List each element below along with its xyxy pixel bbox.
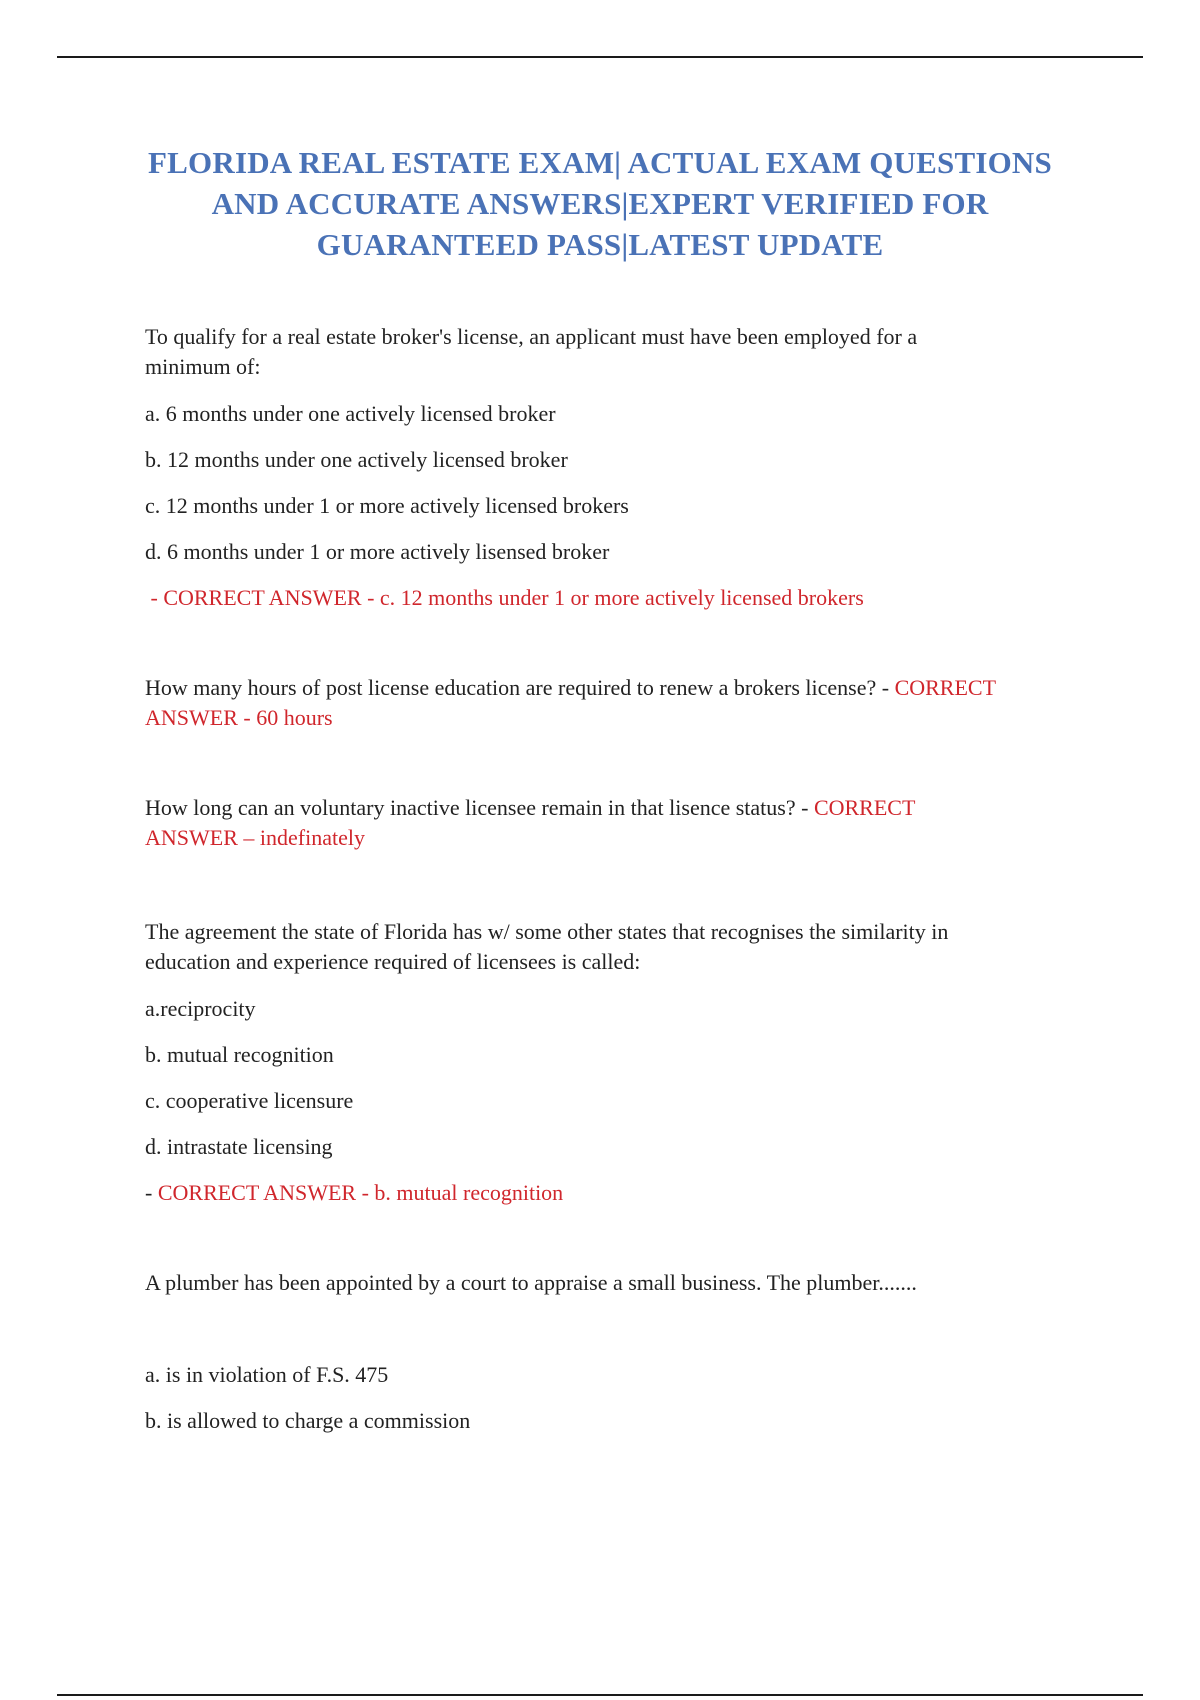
option-a: a. 6 months under one actively licensed broker [145, 401, 556, 426]
title-line-2: AND ACCURATE ANSWERS|EXPERT VERIFIED FOR [211, 186, 989, 221]
correct-answer: ANSWER - 60 hours [145, 705, 333, 730]
correct-answer: ANSWER – indefinately [145, 825, 365, 850]
question-text: The agreement the state of Florida has w/ some other states that recognises the similarity in education and experience required of licensees is called: [145, 919, 949, 974]
title-line-1: FLORIDA REAL ESTATE EXAM| ACTUAL EXAM QUESTIONS [148, 145, 1052, 180]
option-a: a. is in violation of F.S. 475 [145, 1362, 389, 1387]
question-block-2 [145, 673, 1095, 733]
top-rule [57, 56, 1143, 58]
title-line-3: GUARANTEED PASS|LATEST UPDATE [316, 227, 884, 262]
correct-answer: CORRECT ANSWER - b. mutual recognition [157, 1180, 564, 1205]
bottom-rule [57, 1694, 1143, 1696]
correct-answer-line: - CORRECT ANSWER - b. mutual recognition [145, 1180, 564, 1205]
option-b: b. mutual recognition [145, 1042, 334, 1067]
question-block-3 [145, 793, 1095, 853]
option-d: d. 6 months under 1 or more actively lisensed broker [145, 539, 610, 564]
question-text: How many hours of post license education are required to renew a brokers license? - CORRECT ANSWER - 60 hours [145, 675, 997, 730]
correct-answer-part: CORRECT [813, 795, 916, 820]
option-b: b. is allowed to charge a commission [145, 1408, 471, 1433]
question-block-5 [145, 1268, 1095, 1436]
question-text: To qualify for a real estate broker's license, an applicant must have been employed for a minimum of: [145, 324, 918, 379]
document-title [100, 142, 1100, 265]
option-c: c. cooperative licensure [145, 1088, 354, 1113]
option-a: a.reciprocity [145, 996, 256, 1021]
option-d: d. intrastate licensing [145, 1134, 333, 1159]
correct-answer-part: CORRECT [894, 675, 997, 700]
option-b: b. 12 months under one actively licensed broker [145, 447, 568, 472]
question-block-4 [145, 917, 1095, 1208]
document-body [145, 322, 1095, 1452]
question-block-1 [145, 322, 1095, 613]
option-c: c. 12 months under 1 or more actively licensed brokers [145, 493, 629, 518]
question-text: How long can an voluntary inactive licensee remain in that lisence status? - CORRECT ANSWER – indefinately [145, 795, 916, 850]
correct-answer: - CORRECT ANSWER - c. 12 months under 1 or more actively licensed brokers [145, 585, 864, 610]
question-text: A plumber has been appointed by a court to appraise a small business. The plumber....... [145, 1270, 917, 1295]
